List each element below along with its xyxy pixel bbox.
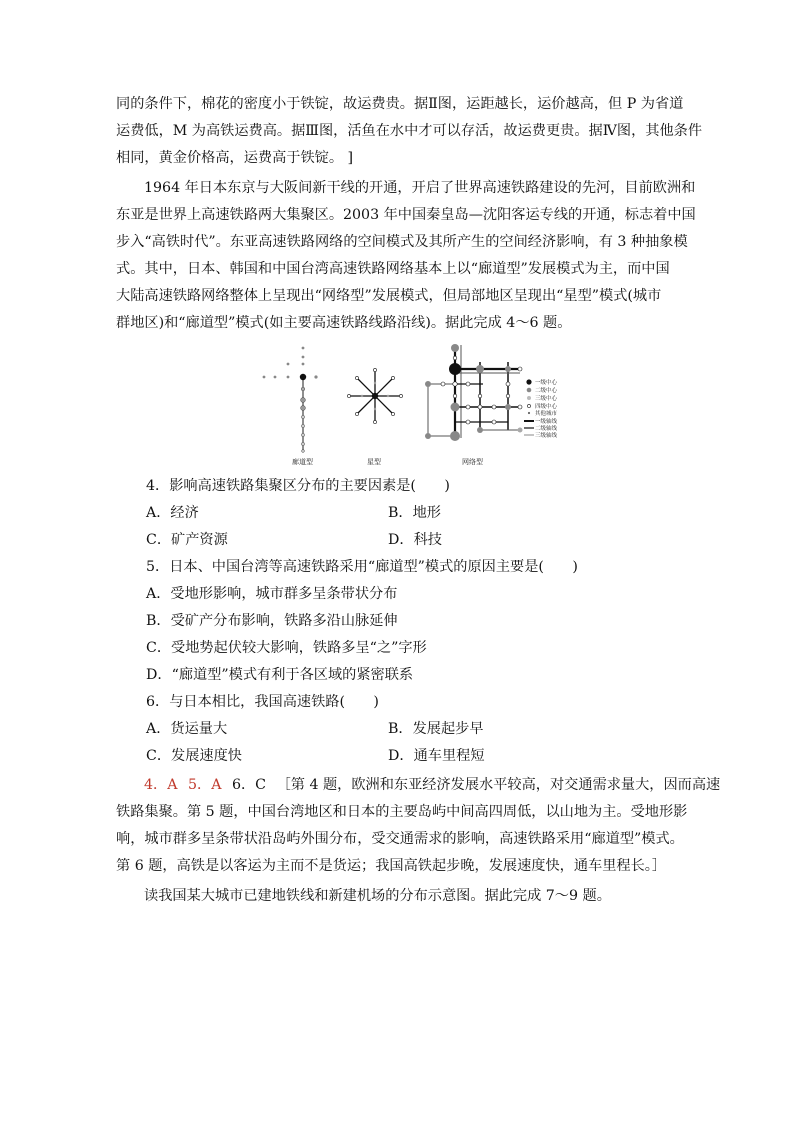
legend-item: 四级中心 (535, 404, 558, 410)
answer-explanation-text: ［第 4 题，欧洲和东亚经济发展水平较高，对交通需求量大，因而高速 (276, 777, 721, 793)
intro-line: 相同，黄金价格高，运费高于铁锭。 ] (116, 150, 354, 166)
passage-line: 步入“高铁时代”。东亚高速铁路网络的空间模式及其所产生的空间经济影响，有 3 种抽象模 (116, 234, 688, 250)
question-5-option-d: D．“廊道型”模式有利于各区域的紧密联系 (146, 667, 414, 683)
passage-line: 式。其中，日本、韩国和中国台湾高速铁路网络基本上以“廊道型”发展模式为主，而中国 (116, 261, 670, 277)
legend-item: 二级轴线 (535, 426, 558, 432)
question-6-option-c: C．发展速度快 (146, 748, 242, 764)
passage-line: 大陆高速铁路网络整体上呈现出“网络型”发展模式，但局部地区呈现出“星型”模式(城市 (116, 288, 662, 304)
rail-network-models-figure (258, 340, 558, 470)
question-5-option-a: A．受地形影响，城市群多呈条带状分布 (146, 586, 398, 602)
figure-legend (524, 378, 558, 439)
question-4-stem: 4．影响高速铁路集聚区分布的主要因素是( ) (146, 478, 450, 494)
legend-item: 一级轴线 (535, 419, 558, 425)
figure-label: 廊道型 (292, 458, 313, 466)
figure-label: 网络型 (462, 458, 483, 466)
passage-line: 东亚是世界上高速铁路两大集聚区。2003 年中国秦皇岛—沈阳客运专线的开通，标志着中国 (116, 207, 696, 223)
passage-line: 群地区)和“廊道型”模式(如主要高速铁路线路沿线)。据此完成 4～6 题。 (116, 315, 572, 331)
question-5-option-c: C．受地势起伏较大影响，铁路多呈“之”字形 (146, 640, 427, 656)
question-5-stem: 5．日本、中国台湾等高速铁路采用“廊道型”模式的原因主要是( ) (146, 559, 578, 575)
question-6-option-d: D．通车里程短 (388, 748, 485, 764)
star-model-diagram (347, 368, 402, 466)
question-4-option-d: D．科技 (388, 532, 442, 548)
answer-line: 铁路集聚。第 5 题，中国台湾地区和日本的主要岛屿中间高四周低，以山地为主。受地形影 (116, 804, 688, 820)
answer-line: 响，城市群多呈条带状沿岛屿外围分布，受交通需求的影响，高速铁路采用“廊道型”模式。 (116, 831, 684, 847)
intro-paragraph (116, 91, 703, 172)
question-6-option-a: A．货运量大 (146, 721, 228, 737)
answer-line (116, 772, 721, 799)
question-5-option-b: B．受矿产分布影响，铁路多沿山脉延伸 (146, 613, 398, 629)
network-model-diagram (425, 344, 523, 466)
intro-line: 运费低，M 为高铁运费高。据Ⅲ图，活鱼在水中才可以存活，故运费更贵。据Ⅳ图，其他条件 (116, 123, 703, 139)
next-question-intro: 读我国某大城市已建地铁线和新建机场的分布示意图。据此完成 7～9 题。 (144, 888, 611, 904)
intro-line: 同的条件下，棉花的密度小于铁锭，故运费贵。据Ⅱ图，运距越长，运价越高，但 P 为省道 (116, 96, 684, 112)
question-4-option-c: C．矿产资源 (146, 532, 228, 548)
question-4-option-b: B．地形 (388, 505, 441, 521)
legend-item: 二级中心 (535, 388, 558, 394)
answer-4: 4．A (144, 777, 178, 793)
corridor-model-diagram (263, 347, 318, 466)
figure-label: 星型 (367, 458, 381, 466)
answer-5: 5．A (187, 777, 222, 793)
question-6-stem: 6．与日本相比，我国高速铁路( ) (146, 694, 379, 710)
legend-item: 三级中心 (535, 396, 558, 402)
legend-item: 三级轴线 (535, 433, 558, 439)
answer-6: 6．C (231, 777, 267, 793)
answer-explanation (116, 772, 721, 880)
question-6-option-b: B．发展起步早 (388, 721, 484, 737)
answer-line: 第 6 题，高铁是以客运为主而不是货运；我国高铁起步晚，发展速度快，通车里程长。］ (116, 858, 667, 874)
legend-item: 一级中心 (535, 380, 558, 386)
question-4-option-a: A．经济 (146, 505, 199, 521)
passage-line: 1964 年日本东京与大阪间新干线的开通，开启了世界高速铁路建设的先河，目前欧洲和 (144, 180, 696, 196)
passage-paragraph (116, 175, 696, 337)
legend-item: 其他城市 (535, 411, 558, 417)
